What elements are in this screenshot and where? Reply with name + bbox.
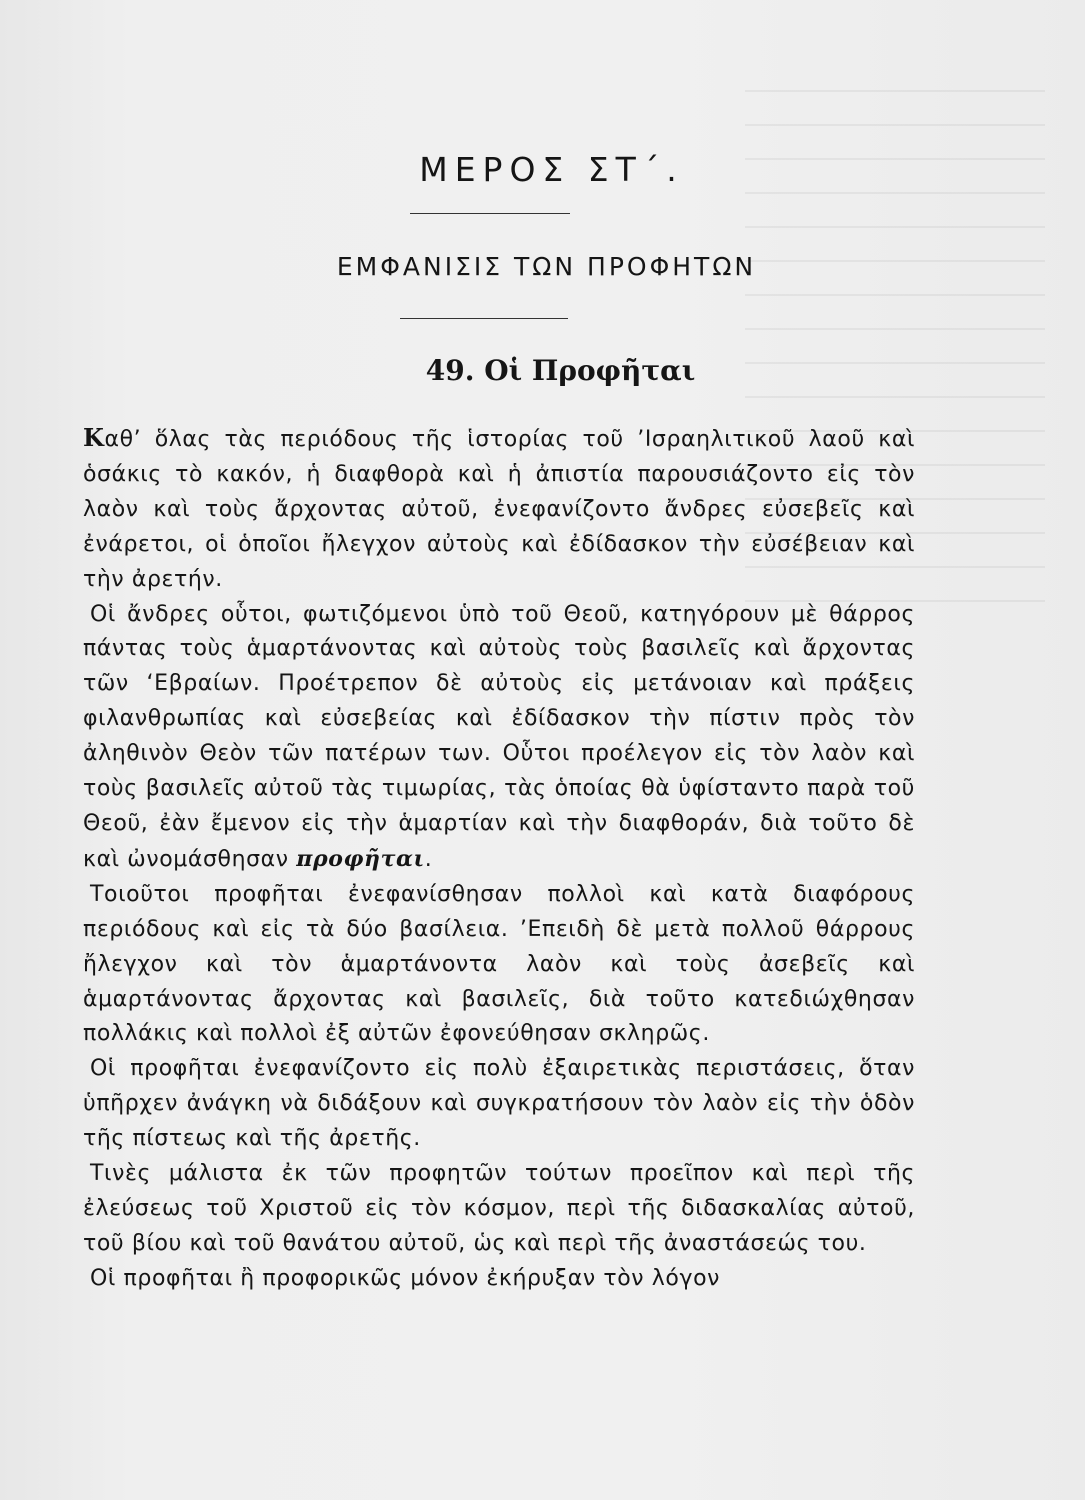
chapter-heading: 49. Οἱ Προφῆται	[425, 354, 696, 387]
paragraph-2-text: Οἱ ἄνδρες οὗτοι, φωτιζόμενοι ὑπὸ τοῦ Θεοῦ, κατηγόρουν μὲ θάρρος πάντας τοὺς ἁμαρτάνοντας καὶ αὐτοὺς τοὺς βασιλεῖς καὶ ἄρχοντας τῶν ‘Εβραίων. Προέτρεπον δὲ αὐτοὺς εἰς μετάνοιαν καὶ πράξεις φιλανθρωπίας καὶ εὐσεβείας καὶ ἐδίδασκον τὴν πίστιν πρὸς τὸν ἀληθινὸν Θεὸν τῶν πατέρων των. Οὗτοι προέλεγον εἰς τὸν λαὸν καὶ τοὺς βασιλεῖς αὐτοῦ τὰς τιμωρίας, τὰς ὁποίας θὰ ὑφίσταντο παρὰ τοῦ Θεοῦ, ἐὰν ἔμενον εἰς τὴν ἁμαρτίαν καὶ τὴν διαφθοράν, διὰ τοῦτο δὲ καὶ ὠνομάσθησαν	[83, 601, 915, 872]
title-divider-top	[410, 213, 570, 214]
paragraph-3	[83, 878, 915, 1053]
paragraph-3-text: Τοιοῦτοι προφῆται ἐνεφανίσθησαν πολλοὶ καὶ κατὰ διαφόρους περιόδους καὶ εἰς τὰ δύο βασίλεια. ’Επειδὴ δὲ μετὰ πολλοῦ θάρρους ἤλεγχον καὶ τὸν ἁμαρτάνοντα λαὸν καὶ τοὺς ἀσεβεῖς καὶ ἁμαρτάνοντας ἄρχοντας καὶ βασιλεῖς, διὰ τοῦτο κατεδιώχθησαν πολλάκις καὶ πολλοὶ ἐξ αὐτῶν ἐφονεύθησαν σκληρῶς.	[83, 881, 915, 1047]
title-divider-bottom	[400, 318, 568, 319]
drop-cap: Κ	[83, 423, 105, 452]
paragraph-1	[83, 421, 915, 598]
paragraph-1-text: αθ’ ὅλας τὰς περιόδους τῆς ἱστορίας τοῦ ’Ισραηλιτικοῦ λαοῦ καὶ ὁσάκις τὸ κακόν, ἡ διαφθορὰ καὶ ἡ ἀπιστία παρουσιάζοντο εἰς τὸν λαὸν καὶ τοὺς ἄρχοντας αὐτοῦ, ἐνεφανίζοντο ἄνδρες εὐσεβεῖς καὶ ἐνάρετοι, οἱ ὁποῖοι ἤλεγχον αὐτοὺς καὶ ἐδίδασκον τὴν εὐσέβειαν καὶ τὴν ἀρετήν.	[83, 427, 915, 592]
paragraph-5	[83, 1157, 915, 1262]
paragraph-2-tail: .	[424, 846, 433, 872]
paragraph-4-text: Οἱ προφῆται ἐνεφανίζοντο εἰς πολὺ ἐξαιρετικὰς περιστάσεις, ὅταν ὑπῆρχεν ἀνάγκη νὰ διδάξουν καὶ συγκρατήσουν τὸν λαὸν εἰς τὴν ὁδὸν τῆς πίστεως καὶ τῆς ἀρετῆς.	[83, 1056, 915, 1152]
part-title: ΜΕΡΟΣ ΣΤ΄.	[419, 150, 684, 189]
paragraph-5-text: Τινὲς μάλιστα ἐκ τῶν προφητῶν τούτων προεῖπον καὶ περὶ τῆς ἐλεύσεως τοῦ Χριστοῦ εἰς τὸν κόσμον, περὶ τῆς διδασκαλίας αὐτοῦ, τοῦ βίου καὶ τοῦ θανάτου αὐτοῦ, ὡς καὶ περὶ τῆς ἀναστάσεώς του.	[83, 1161, 915, 1256]
paragraph-2	[83, 598, 915, 878]
section-title: ΕΜΦΑΝΙΣΙΣ ΤΩΝ ΠΡΟΦΗΤΩΝ	[336, 252, 757, 281]
paragraph-6	[83, 1262, 915, 1297]
emphasized-term: προφῆται	[296, 845, 425, 872]
paragraph-4	[83, 1052, 915, 1157]
body-text	[83, 421, 915, 1297]
paragraph-6-text: Οἱ προφῆται ἢ προφορικῶς μόνον ἐκήρυξαν τὸν λόγον	[90, 1265, 721, 1291]
